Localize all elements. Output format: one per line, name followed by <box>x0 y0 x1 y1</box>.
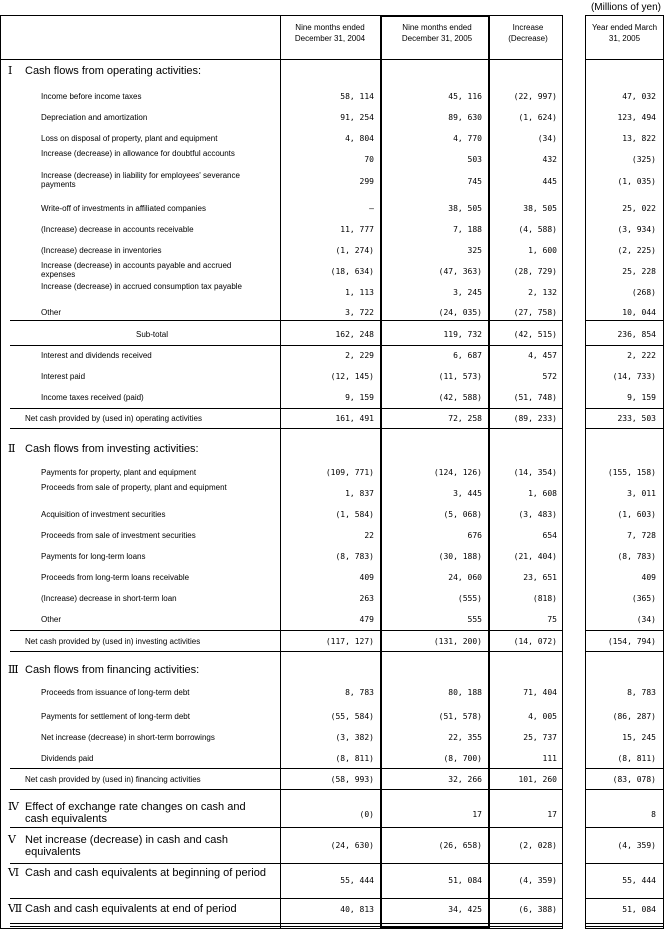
value-cell: 1, 600 <box>528 246 557 255</box>
column-divider <box>585 15 586 928</box>
row-label: Loss on disposal of property, plant and equipment <box>41 134 218 143</box>
value-cell: (2, 028) <box>518 841 557 850</box>
column-gap <box>563 768 585 770</box>
value-cell: 161, 491 <box>335 414 374 423</box>
value-cell: 80, 188 <box>448 688 482 697</box>
column-gap <box>563 789 585 791</box>
value-cell: (109, 771) <box>325 468 374 477</box>
value-cell: (26, 658) <box>438 841 482 850</box>
value-cell: (86, 287) <box>612 712 656 721</box>
value-cell: (27, 758) <box>513 308 557 317</box>
row-label: Cash and cash equivalents at beginning of period <box>25 867 266 879</box>
value-cell: (42, 515) <box>513 330 557 339</box>
value-cell: 71, 404 <box>523 688 557 697</box>
value-cell: (58, 993) <box>330 775 374 784</box>
value-cell: 8 <box>651 810 656 819</box>
value-cell: 1, 113 <box>345 288 374 297</box>
value-cell: (4, 359) <box>518 876 557 885</box>
value-cell: 119, 732 <box>443 330 482 339</box>
value-cell: 75 <box>547 615 557 624</box>
value-cell: (83, 078) <box>612 775 656 784</box>
column-gap <box>563 827 585 829</box>
column-header: Year ended March 31, 2005 <box>591 23 658 43</box>
highlight-column-top <box>381 15 490 17</box>
value-cell: 263 <box>359 594 374 603</box>
value-cell: (42, 588) <box>438 393 482 402</box>
value-cell: 25, 228 <box>622 267 656 276</box>
value-cell: 4, 005 <box>528 712 557 721</box>
value-cell: 479 <box>359 615 374 624</box>
value-cell: (5, 068) <box>443 510 482 519</box>
value-cell: 123, 494 <box>617 113 656 122</box>
value-cell: 32, 266 <box>448 775 482 784</box>
value-cell: 45, 116 <box>448 92 482 101</box>
value-cell: 25, 737 <box>523 733 557 742</box>
column-gap <box>563 863 585 865</box>
row-label: Increase (decrease) in accrued consumption tax payable <box>41 282 242 291</box>
value-cell: (8, 811) <box>335 754 374 763</box>
value-cell: 24, 060 <box>448 573 482 582</box>
column-gap <box>563 630 585 632</box>
highlight-column-right <box>488 15 490 928</box>
value-cell: 555 <box>467 615 482 624</box>
section-numeral: Ⅳ <box>8 800 19 813</box>
value-cell: 299 <box>359 177 374 186</box>
value-cell: (3, 934) <box>617 225 656 234</box>
value-cell: 4, 804 <box>345 134 374 143</box>
row-label: Net cash provided by (used in) investing activities <box>25 637 201 646</box>
row-label: Payments for property, plant and equipment <box>41 468 197 477</box>
value-cell: 101, 260 <box>518 775 557 784</box>
value-cell: (6, 388) <box>518 905 557 914</box>
value-cell: 745 <box>467 177 482 186</box>
value-cell: 162, 248 <box>335 330 374 339</box>
value-cell: 17 <box>547 810 557 819</box>
row-label: Proceeds from issuance of long-term debt <box>41 688 190 697</box>
row-label: Net cash provided by (used in) operating activities <box>25 414 202 423</box>
value-cell: (4, 588) <box>518 225 557 234</box>
value-cell: 1, 837 <box>345 489 374 498</box>
value-cell: 654 <box>542 531 557 540</box>
value-cell: (1, 274) <box>335 246 374 255</box>
section-numeral: Ⅱ <box>8 442 16 455</box>
row-label: Proceeds from long-term loans receivable <box>41 573 190 582</box>
section-title: Cash flows from operating activities: <box>25 65 202 77</box>
value-cell: 8, 783 <box>345 688 374 697</box>
value-cell: (1, 624) <box>518 113 557 122</box>
value-cell: 11, 777 <box>340 225 374 234</box>
row-label: Net increase (decrease) in cash and cash equivalents <box>25 834 228 858</box>
column-gap <box>563 408 585 410</box>
value-cell: (24, 630) <box>330 841 374 850</box>
value-cell: (555) <box>457 594 482 603</box>
section-title: Cash flows from investing activities: <box>25 443 199 455</box>
value-cell: (0) <box>359 810 374 819</box>
row-label: Income taxes received (paid) <box>41 393 144 402</box>
column-gap <box>563 651 585 653</box>
value-cell: 22 <box>364 531 374 540</box>
value-cell: (154, 794) <box>607 637 656 646</box>
value-cell: 445 <box>542 177 557 186</box>
row-label: Proceeds from sale of investment securities <box>41 531 196 540</box>
row-label: Payments for long-term loans <box>41 552 146 561</box>
value-cell: 111 <box>542 754 557 763</box>
row-label: Net cash provided by (used in) financing activities <box>25 775 201 784</box>
value-cell: 55, 444 <box>340 876 374 885</box>
row-label: Income before income taxes <box>41 92 142 101</box>
column-gap <box>563 923 585 925</box>
value-cell: (34) <box>636 615 656 624</box>
column-gap <box>563 15 585 929</box>
row-label: Acquisition of investment securities <box>41 510 166 519</box>
value-cell: 409 <box>359 573 374 582</box>
row-label: Interest and dividends received <box>41 351 152 360</box>
value-cell: 72, 258 <box>448 414 482 423</box>
value-cell: 10, 044 <box>622 308 656 317</box>
section-numeral: Ⅰ <box>8 64 13 77</box>
value-cell: (365) <box>631 594 656 603</box>
value-cell: (14, 354) <box>513 468 557 477</box>
value-cell: (124, 126) <box>433 468 482 477</box>
value-cell: (12, 145) <box>330 372 374 381</box>
column-gap <box>563 320 585 322</box>
row-label: (Increase) decrease in accounts receivable <box>41 225 194 234</box>
value-cell: 2, 229 <box>345 351 374 360</box>
value-cell: (1, 584) <box>335 510 374 519</box>
value-cell: (8, 811) <box>617 754 656 763</box>
row-label: Write-off of investments in affiliated companies <box>41 204 206 213</box>
value-cell: (28, 729) <box>513 267 557 276</box>
value-cell: (117, 127) <box>325 637 374 646</box>
value-cell: (818) <box>532 594 557 603</box>
value-cell: 4, 457 <box>528 351 557 360</box>
value-cell: 325 <box>467 246 482 255</box>
value-cell: (21, 404) <box>513 552 557 561</box>
table-left-border <box>0 15 1 928</box>
row-label: Other <box>41 308 62 317</box>
row-label: Proceeds from sale of property, plant and equipment <box>41 483 227 492</box>
value-cell: 91, 254 <box>340 113 374 122</box>
value-cell: 236, 854 <box>617 330 656 339</box>
value-cell: 432 <box>542 155 557 164</box>
value-cell: (131, 200) <box>433 637 482 646</box>
value-cell: (89, 233) <box>513 414 557 423</box>
value-cell: (55, 584) <box>330 712 374 721</box>
value-cell: 2, 132 <box>528 288 557 297</box>
value-cell: 409 <box>641 573 656 582</box>
value-cell: 3, 445 <box>453 489 482 498</box>
value-cell: — <box>369 204 374 213</box>
value-cell: (11, 573) <box>438 372 482 381</box>
value-cell: (3, 382) <box>335 733 374 742</box>
value-cell: 4, 770 <box>453 134 482 143</box>
row-label: Payments for settlement of long-term debt <box>41 712 190 721</box>
value-cell: (18, 634) <box>330 267 374 276</box>
column-header: Nine months ended December 31, 2004 <box>294 23 366 43</box>
value-cell: 51, 084 <box>622 905 656 914</box>
value-cell: 9, 159 <box>345 393 374 402</box>
column-gap <box>563 345 585 347</box>
value-cell: 13, 822 <box>622 134 656 143</box>
value-cell: 9, 159 <box>627 393 656 402</box>
value-cell: 40, 813 <box>340 905 374 914</box>
value-cell: 34, 425 <box>448 905 482 914</box>
units-label: (Millions of yen) <box>590 2 661 13</box>
row-label: (Increase) decrease in short-term loan <box>41 594 177 603</box>
value-cell: (30, 188) <box>438 552 482 561</box>
row-label: Effect of exchange rate changes on cash and cash equivalents <box>25 801 246 825</box>
value-cell: 1, 608 <box>528 489 557 498</box>
value-cell: (51, 578) <box>438 712 482 721</box>
row-label: Depreciation and amortization <box>41 113 148 122</box>
value-cell: (8, 783) <box>335 552 374 561</box>
value-cell: 51, 084 <box>448 876 482 885</box>
value-cell: 23, 651 <box>523 573 557 582</box>
highlight-column-left <box>380 15 382 928</box>
section-title: Cash flows from financing activities: <box>25 664 200 676</box>
value-cell: 47, 032 <box>622 92 656 101</box>
value-cell: 25, 022 <box>622 204 656 213</box>
value-cell: 38, 505 <box>523 204 557 213</box>
row-label: Cash and cash equivalents at end of period <box>25 903 237 915</box>
row-label: Sub-total <box>136 330 169 339</box>
column-gap <box>563 926 585 928</box>
value-cell: (268) <box>631 288 656 297</box>
section-numeral: Ⅵ <box>8 866 20 879</box>
value-cell: 17 <box>472 810 482 819</box>
section-numeral: Ⅶ <box>8 902 23 915</box>
row-label: Dividends paid <box>41 754 94 763</box>
value-cell: (14, 733) <box>612 372 656 381</box>
value-cell: (47, 363) <box>438 267 482 276</box>
value-cell: (325) <box>631 155 656 164</box>
value-cell: (155, 158) <box>607 468 656 477</box>
value-cell: 8, 783 <box>627 688 656 697</box>
row-label: (Increase) decrease in inventories <box>41 246 162 255</box>
value-cell: 70 <box>364 155 374 164</box>
row-label: Increase (decrease) in allowance for doubtful accounts <box>41 149 235 158</box>
value-cell: (3, 483) <box>518 510 557 519</box>
value-cell: 22, 355 <box>448 733 482 742</box>
value-cell: 503 <box>467 155 482 164</box>
value-cell: 15, 245 <box>622 733 656 742</box>
value-cell: 676 <box>467 531 482 540</box>
value-cell: 7, 728 <box>627 531 656 540</box>
section-numeral: Ⅴ <box>8 833 16 846</box>
row-label: Increase (decrease) in liability for employees' severance payments <box>41 171 240 189</box>
value-cell: (1, 603) <box>617 510 656 519</box>
value-cell: (51, 748) <box>513 393 557 402</box>
value-cell: 3, 722 <box>345 308 374 317</box>
value-cell: 55, 444 <box>622 876 656 885</box>
value-cell: 38, 505 <box>448 204 482 213</box>
value-cell: 58, 114 <box>340 92 374 101</box>
row-label: Increase (decrease) in accounts payable and accrued expenses <box>41 261 232 279</box>
value-cell: (1, 035) <box>617 177 656 186</box>
value-cell: (34) <box>537 134 557 143</box>
column-gap <box>563 428 585 430</box>
value-cell: 89, 630 <box>448 113 482 122</box>
value-cell: (14, 072) <box>513 637 557 646</box>
row-label: Other <box>41 615 62 624</box>
row-label: Net increase (decrease) in short-term borrowings <box>41 733 215 742</box>
value-cell: 572 <box>542 372 557 381</box>
value-cell: 6, 687 <box>453 351 482 360</box>
column-gap <box>563 898 585 900</box>
column-header: Increase (Decrease) <box>508 23 548 43</box>
value-cell: 3, 245 <box>453 288 482 297</box>
value-cell: (2, 225) <box>617 246 656 255</box>
value-cell: (22, 997) <box>513 92 557 101</box>
column-header: Nine months ended December 31, 2005 <box>401 23 473 43</box>
section-numeral: Ⅲ <box>8 663 19 676</box>
value-cell: (8, 783) <box>617 552 656 561</box>
value-cell: (24, 035) <box>438 308 482 317</box>
value-cell: 3, 011 <box>627 489 656 498</box>
value-cell: (8, 700) <box>443 754 482 763</box>
value-cell: (4, 359) <box>617 841 656 850</box>
row-label: Interest paid <box>41 372 86 381</box>
value-cell: 2, 222 <box>627 351 656 360</box>
value-cell: 7, 188 <box>453 225 482 234</box>
value-cell: 233, 503 <box>617 414 656 423</box>
